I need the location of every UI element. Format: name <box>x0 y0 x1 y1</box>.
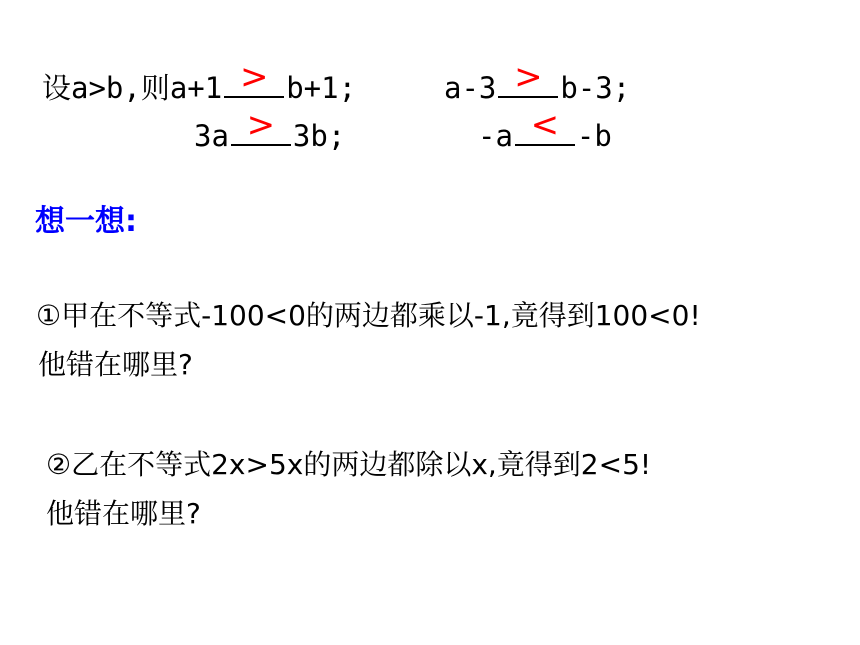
row1-blank-1 <box>224 57 284 98</box>
question-2-line-1: ②乙在不等式2x>5x的两边都除以x,竟得到2<5! <box>46 448 652 481</box>
row2-blank-1 <box>231 105 291 146</box>
row1-answer-1: > <box>239 57 269 97</box>
row2-expr-1: 3a <box>194 119 229 153</box>
row2-answer-1: > <box>246 105 276 145</box>
row2-blank-2 <box>515 105 575 146</box>
question-1-line-1: ①甲在不等式-100<0的两边都乘以-1,竟得到100<0! <box>36 299 701 332</box>
row1-tail: b-3; <box>560 71 631 105</box>
exercise-row-2 <box>194 105 346 154</box>
row1-expr-2: a-3 <box>444 71 497 105</box>
exercise-row-1-right <box>444 57 631 106</box>
question-1-line-2: 他错在哪里? <box>38 348 193 381</box>
row2-answer-2: < <box>530 105 560 145</box>
row2-expr-2: -a <box>478 119 513 153</box>
row2-tail: -b <box>576 119 612 153</box>
exercise-row-2-right <box>478 105 612 154</box>
row1-answer-2: > <box>514 57 543 97</box>
exercise-row-1 <box>42 57 357 106</box>
think-heading: 想一想: <box>35 204 137 239</box>
row1-lead: 设a>b,则a+1 <box>42 71 223 105</box>
row1-blank-2 <box>498 57 558 98</box>
question-2-line-2: 他错在哪里? <box>46 497 201 530</box>
row2-mid: 3b; <box>292 119 346 153</box>
row1-mid: b+1; <box>286 71 357 105</box>
